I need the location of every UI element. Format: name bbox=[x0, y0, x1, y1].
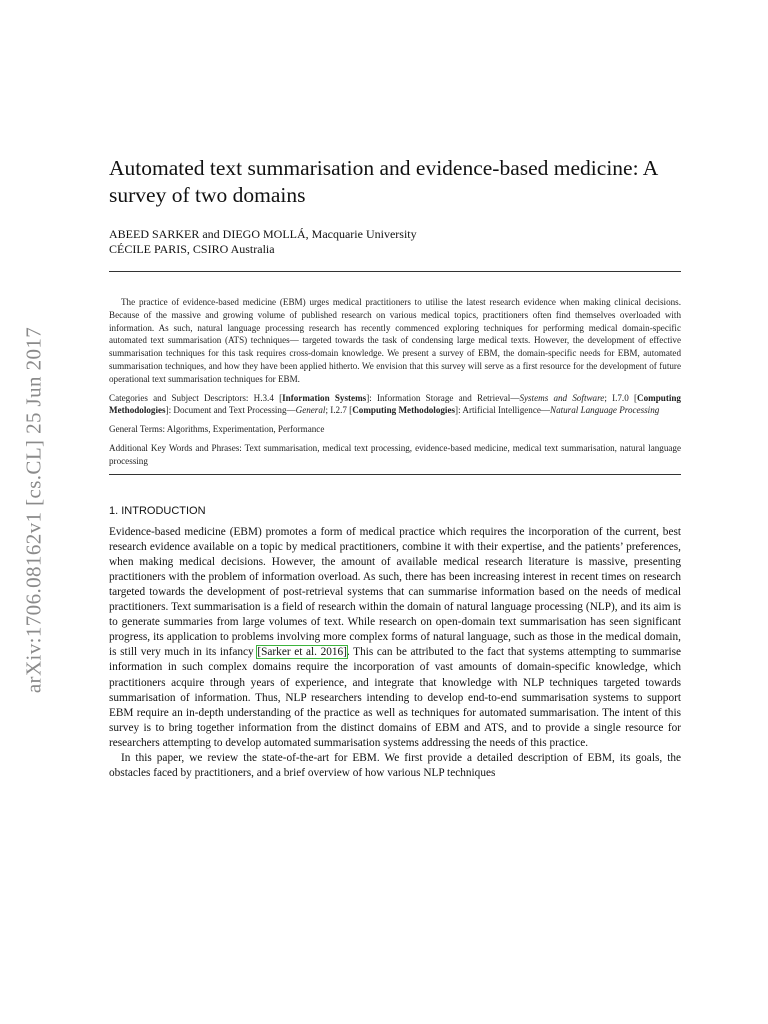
author-line-2: CÉCILE PARIS, CSIRO Australia bbox=[109, 242, 275, 256]
author-line-1: ABEED SARKER and DIEGO MOLLÁ, Macquarie University bbox=[109, 227, 417, 241]
section-heading-introduction: 1. INTRODUCTION bbox=[109, 504, 206, 517]
top-rule bbox=[109, 271, 681, 272]
category-3-rest: ]: Artificial Intelligence— bbox=[455, 405, 550, 416]
category-1-code: H.3.4 [ bbox=[253, 392, 283, 403]
category-3-bold: Computing Methodologies bbox=[352, 405, 456, 416]
abstract-paragraph: The practice of evidence-based medicine (EBM) urges medical practitioners to utilise the latest research evidence when making clinical decisions. Because of the massive and growing volume of published research on various medical topics, practitioners often find themselves overloaded with information. As such, natural language processing research has recently commenced exploring techniques for performing medical domain-specific automated text summarisation (ATS) techniques— targeted towards the task of condensing large medical texts. However, the development of effective summarisation techniques for this task requires cross-domain knowledge. We present a survey of EBM, the domain-specific needs for EBM, automated summarisation techniques, and how they have been applied hitherto. We envision that this survey will serve as a first resource for the development of future operational text summarisation techniques for EBM. bbox=[109, 297, 681, 384]
intro-paragraph-2: In this paper, we review the state-of-the-art for EBM. We first provide a detailed description of EBM, its goals, the obstacles faced by practitioners, and a brief overview of how various NLP techniques bbox=[109, 751, 681, 780]
intro-paragraph-1 bbox=[109, 525, 681, 751]
category-2-rest: ]: Document and Text Processing— bbox=[165, 405, 296, 416]
bottom-rule bbox=[109, 474, 681, 475]
category-2-bold: Computing Methodologies bbox=[109, 392, 681, 416]
category-1-italic: Systems and Software bbox=[519, 392, 605, 403]
category-1-end: ; I.7.0 [ bbox=[604, 392, 638, 403]
general-terms: General Terms: Algorithms, Experimentation, Performance bbox=[109, 424, 325, 435]
arxiv-identifier-stamp bbox=[14, 290, 54, 730]
category-2-italic: General bbox=[295, 405, 326, 416]
category-1-bold: Information Systems bbox=[282, 392, 367, 403]
intro-paragraph-1-part-a: Evidence-based medicine (EBM) promotes a form of medical practice which requires the incorporation of the current, best research evidence available on a topic by medical practitioners, combine it with their expertise, and the patients’ preferences, when making medical decisions. However, the amount of available medical research literature is massive, presenting practitioners with the problem of information overload. As such, there has been increasing interest in recent times on research targeted towards the development of post-retrieval systems that can summarise information based on the needs of medical practitioners. Text summarisation is a field of research within the domain of natural language processing (NLP), and its aim is to generate summaries from large volumes of text. While research on open-domain text summarisation has seen significant progress, its application to problems involving more complex forms of natural language, such as those in the medical domain, is still very much in its infancy bbox=[109, 525, 681, 659]
paper-page bbox=[109, 155, 681, 781]
category-1-rest: ]: Information Storage and Retrieval— bbox=[366, 392, 520, 403]
categories-descriptors bbox=[109, 392, 681, 418]
category-3-italic: Natural Language Processing bbox=[550, 405, 660, 416]
categories-label: Categories and Subject Descriptors: bbox=[109, 392, 254, 403]
intro-paragraph-1-part-b: . This can be attributed to the fact that systems attempting to summarise information in such complex domains require the incorporation of vast amounts of domain-specific knowledge, which practitioners acquire through years of experience, and integrate that knowledge with NLP techniques targeted towards summarisation of information. Thus, NLP researchers intending to develop end-to-end summarisation systems to support EBM require an in-depth understanding of the practice as well as techniques for automated summarisation. The intent of this survey is to bring together information from the distinct domains of EBM and ATS, and to provide a single resource for researchers attempting to develop automated summarisation systems addressing the needs of this practice. bbox=[109, 646, 681, 749]
paper-title: Automated text summarisation and evidence-based medicine: A survey of two domains bbox=[109, 156, 658, 207]
arxiv-identifier-text: arXiv:1706.08162v1 [cs.CL] 25 Jun 2017 bbox=[21, 326, 46, 694]
author-block bbox=[109, 227, 681, 257]
citation-link-sarker-2016[interactable]: [Sarker et al. 2016] bbox=[257, 646, 347, 659]
additional-keywords: Additional Key Words and Phrases: Text summarisation, medical text processing, evidence-based medicine, medical text summarisation, natural language processing bbox=[109, 442, 681, 466]
category-2-end: ; I.2.7 [ bbox=[325, 405, 353, 416]
